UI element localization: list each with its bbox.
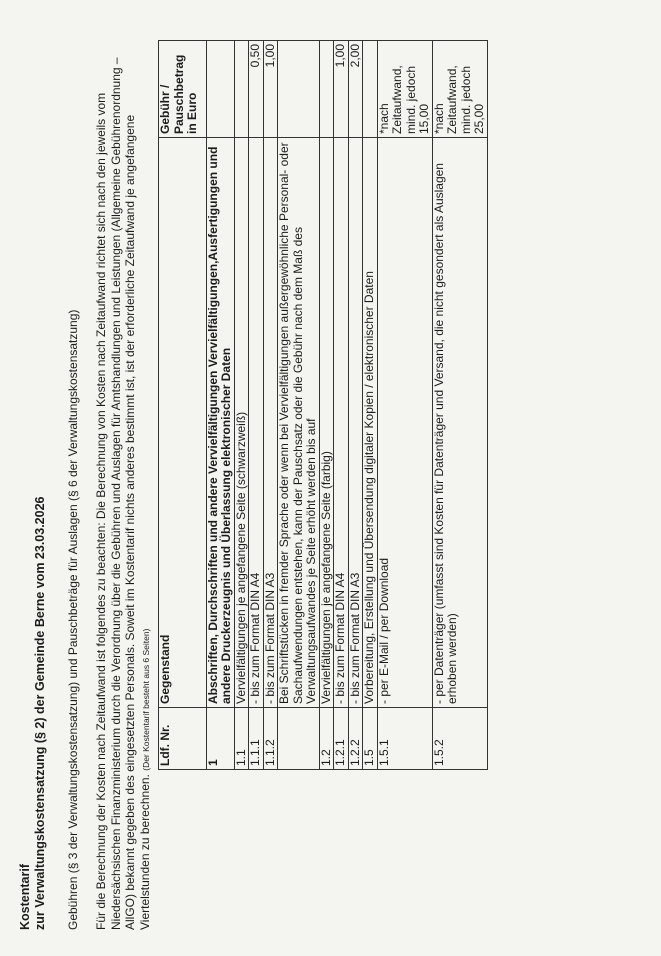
- row-fee: [319, 41, 334, 138]
- fee-table: [158, 40, 488, 770]
- row-nr: 1: [206, 708, 234, 770]
- row-fee: [234, 41, 249, 138]
- row-subject: Abschriften, Durchschriften und andere Vervielfältigungen Vervielfältigungen,Ausfertigungen und andere Druckerzeugnis und Überlassung elektronischer Daten: [206, 138, 234, 708]
- row-nr: 1.2.1: [334, 708, 349, 770]
- row-subject: - bis zum Format DIN A3: [348, 138, 363, 708]
- row-nr: 1.2: [319, 708, 334, 770]
- header-subject: Gegenstand: [159, 138, 207, 708]
- document-title: Kostentarif: [18, 864, 32, 930]
- table-row: [234, 41, 249, 770]
- row-fee: 1,00: [334, 41, 349, 138]
- row-subject: - bis zum Format DIN A3: [263, 138, 278, 708]
- row-fee: 1,00: [263, 41, 278, 138]
- table-row: [363, 41, 378, 770]
- row-nr: 1.5: [363, 708, 378, 770]
- row-subject: - per E-Mail / per Download: [377, 138, 432, 708]
- row-fee: [278, 41, 320, 138]
- row-nr: 1.2.2: [348, 708, 363, 770]
- intro-paragraph: [94, 50, 153, 930]
- row-nr: [278, 708, 320, 770]
- row-nr: 1.1.2: [263, 708, 278, 770]
- row-fee: *nach Zeitaufwand, mind. jedoch 15,00: [377, 41, 432, 138]
- row-nr: 1.1.1: [249, 708, 264, 770]
- rotated-document-content: [18, 30, 648, 930]
- row-subject: - bis zum Format DIN A4: [249, 138, 264, 708]
- row-fee: [206, 41, 234, 138]
- row-nr: 1.1: [234, 708, 249, 770]
- row-subject: Vervielfältigungen je angefangene Seite (farbig): [319, 138, 334, 708]
- table-row: [377, 41, 432, 770]
- row-fee: 2,00: [348, 41, 363, 138]
- table-row: [278, 41, 320, 770]
- table-row: [263, 41, 278, 770]
- intro-text: Für die Berechnung der Kosten nach Zeitaufwand ist folgendes zu beachten: Die Berechnung von Kosten nach Zeitaufwand richtet sich nach den jeweils vom Niedersächsischen Finanzministerium durch die Verordnung über die Gebühren und Auslagen für Amtshandlungen und Leistungen (Allgemeine Gebührenordnung – AllGO) bekannt gegeben des eingesetzten Personals. Soweit im Kostentarif nichts anderes bestimmt ist, ist der erforderliche Zeitaufwand je angefangene Viertelstunden zu berechnen.: [94, 57, 152, 930]
- row-subject: - bis zum Format DIN A4: [334, 138, 349, 708]
- header-fee: Gebühr / Pauschbetrag in Euro: [159, 41, 207, 138]
- row-nr: 1.5.2: [432, 708, 487, 770]
- document-subtitle: zur Verwaltungskostensatzung (§ 2) der Gemeinde Berne vom 23.03.2026: [33, 496, 47, 930]
- table-row: [348, 41, 363, 770]
- row-fee: *nach Zeitaufwand, mind. jedoch 25,00: [432, 41, 487, 138]
- row-fee: 0,50: [249, 41, 264, 138]
- table-header-row: [159, 41, 207, 770]
- row-subject: Vervielfältigungen je angefangene Seite (schwarzweiß): [234, 138, 249, 708]
- intro-note: (Der Kostentarif besteht aus 6 Seiten): [140, 628, 151, 771]
- row-fee: [363, 41, 378, 138]
- table-row: [432, 41, 487, 770]
- table-row: [206, 41, 234, 770]
- header-nr: Ldf. Nr.: [159, 708, 207, 770]
- gebuehren-line: Gebühren (§ 3 der Verwaltungskostensatzung) und Pauschbeträge für Auslagen (§ 6 der Verwaltungskostensatzung): [66, 309, 80, 930]
- row-subject: - per Datenträger (umfasst sind Kosten für Datenträger und Versand, die nicht gesondert als Auslagen erhoben werden): [432, 138, 487, 708]
- row-subject: Vorbereitung, Erstellung und Übersendung digitaler Kopien / elektronischer Daten: [363, 138, 378, 708]
- row-nr: 1.5.1: [377, 708, 432, 770]
- table-row: [334, 41, 349, 770]
- row-subject: Bei Schriftstücken in fremder Sprache oder wenn bei Vervielfältigungen außergewöhnliche Personal- oder Sachaufwendungen entstehen, kann der Pauschsatz oder die Gebühr nach dem Maß des Verwaltungsaufwandes je Seite erhöht werden bis auf: [278, 138, 320, 708]
- table-row: [249, 41, 264, 770]
- table-row: [319, 41, 334, 770]
